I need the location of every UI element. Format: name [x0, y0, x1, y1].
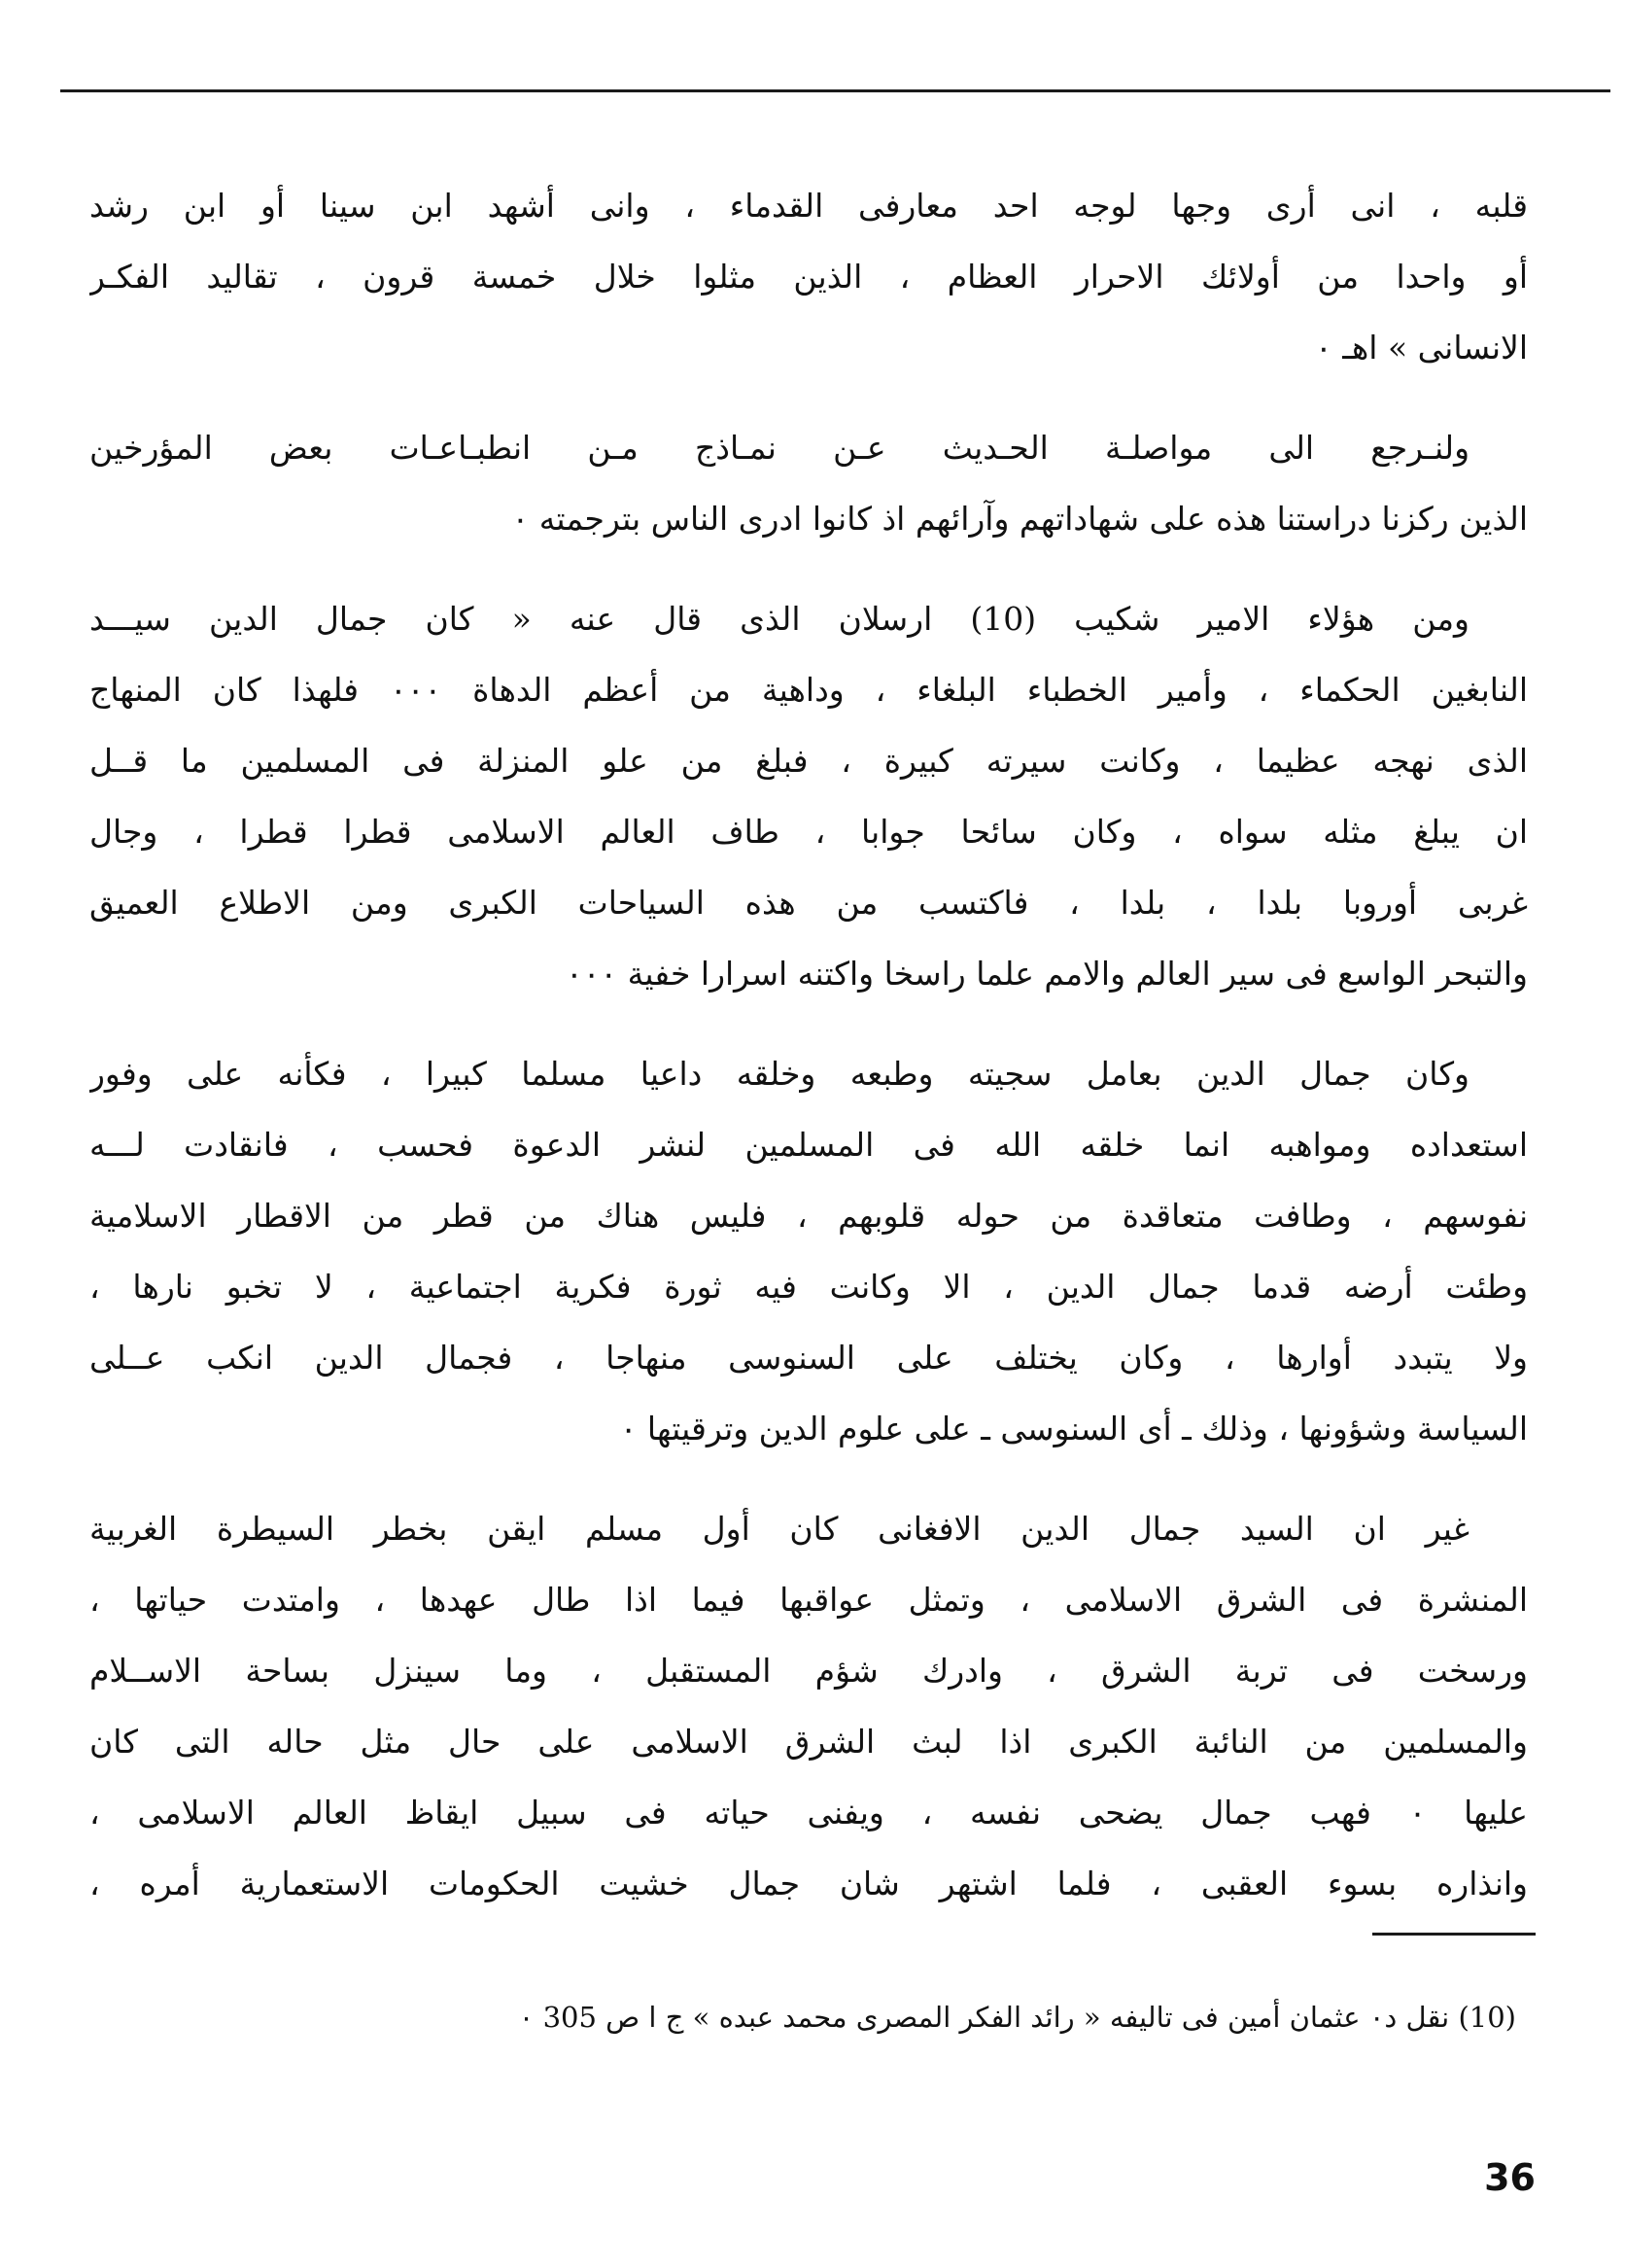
text-line: غير ان السيد جمال الدين الافغانى كان أول مسلم ايقن بخطر السيطرة الغربية [89, 1510, 1469, 1548]
body-text [89, 170, 1528, 1948]
paragraph-2 [89, 412, 1528, 554]
text-line: قلبه ، انى أرى وجها لوجه احد معارفى القدماء ، وانى أشهد ابن سينا أو ابن رشد [89, 187, 1528, 225]
paragraph-5 [89, 1493, 1528, 1919]
text-line: الانسانى » اهـ ٠ [1315, 329, 1528, 366]
text-line: ان يبلغ مثله سواه ، وكان سائحا جوابا ، طاف العالم الاسلامى قطرا قطرا ، وجال [89, 813, 1528, 851]
text-line: غربى أوروبا بلدا ، بلدا ، فاكتسب من هذه السياحات الكبرى ومن الاطلاع العميق [89, 884, 1528, 922]
paragraph-1 [89, 170, 1528, 383]
text-line: عليها ٠ فهب جمال يضحى نفسه ، ويفنى حياته فى سبيل ايقاظ العالم الاسلامى ، [89, 1794, 1528, 1832]
text-line: أو واحدا من أولائك الاحرار العظام ، الذين مثلوا خلال خمسة قرون ، تقاليد الفكـر [89, 258, 1528, 296]
text-line: وكان جمال الدين بعامل سجيته وطبعه وخلقه داعيا مسلما كبيرا ، فكأنه على وفور [89, 1055, 1469, 1093]
paragraph-4 [89, 1038, 1528, 1464]
text-line: والمسلمين من النائبة الكبرى اذا لبث الشرق الاسلامى على حال مثل حاله التى كان [89, 1723, 1528, 1761]
text-line: والتبحر الواسع فى سير العالم والامم علما راسخا واكتنه اسرارا خفية ٠٠٠ [565, 955, 1528, 993]
text-line: ومن هؤلاء الامير شكيب (10) ارسلان الذى قال عنه « كان جمال الدين سيـــد [89, 600, 1469, 638]
text-line: وانذاره بسوء العقبى ، فلما اشتهر شان جمال خشيت الحكومات الاستعمارية أمره ، [89, 1865, 1528, 1902]
footnote-rule [1372, 1933, 1536, 1936]
text-line: السياسة وشؤونها ، وذلك ـ أى السنوسى ـ على علوم الدين وترقيتها ٠ [619, 1410, 1528, 1448]
text-line: ولنـرجع الى مواصلـة الحـديث عـن نمـاذج مـن انطبـاعـات بعض المؤرخين [89, 429, 1469, 467]
text-line: الذين ركزنا دراستنا هذه على شهاداتهم وآرائهم اذ كانوا ادرى الناس بترجمته ٠ [511, 500, 1528, 538]
page-number: 36 [1484, 2156, 1536, 2199]
footnote: (10) نقل د٠ عثمان أمين فى تاليفه « رائد الفكر المصرى محمد عبده » ج ا ص 305 ٠ [518, 2001, 1516, 2034]
text-line: المنشرة فى الشرق الاسلامى ، وتمثل عواقبها فيما اذا طال عهدها ، وامتدت حياتها ، [89, 1581, 1528, 1619]
text-line: وطئت أرضه قدما جمال الدين ، الا وكانت فيه ثورة فكرية اجتماعية ، لا تخبو نارها ، [89, 1268, 1528, 1306]
text-line: الذى نهجه عظيما ، وكانت سيرته كبيرة ، فبلغ من علو المنزلة فى المسلمين ما قــل [89, 742, 1528, 780]
text-line: استعداده ومواهبه انما خلقه الله فى المسلمين لنشر الدعوة فحسب ، فانقادت لـــه [89, 1126, 1528, 1164]
text-line: ولا يتبدد أوارها ، وكان يختلف على السنوسى منهاجا ، فجمال الدين انكب عــلى [89, 1339, 1528, 1377]
top-rule [60, 89, 1610, 92]
text-line: ورسخت فى تربة الشرق ، وادرك شؤم المستقبل ، وما سينزل بساحة الاســلام [89, 1652, 1528, 1690]
text-line: نفوسهم ، وطافت متعاقدة من حوله قلوبهم ، فليس هناك من قطر من الاقطار الاسلامية [89, 1197, 1528, 1235]
text-line: النابغين الحكماء ، وأمير الخطباء البلغاء ، وداهية من أعظم الدهاة ٠٠٠ فلهذا كان المنهاج [89, 671, 1528, 709]
paragraph-3 [89, 583, 1528, 1009]
